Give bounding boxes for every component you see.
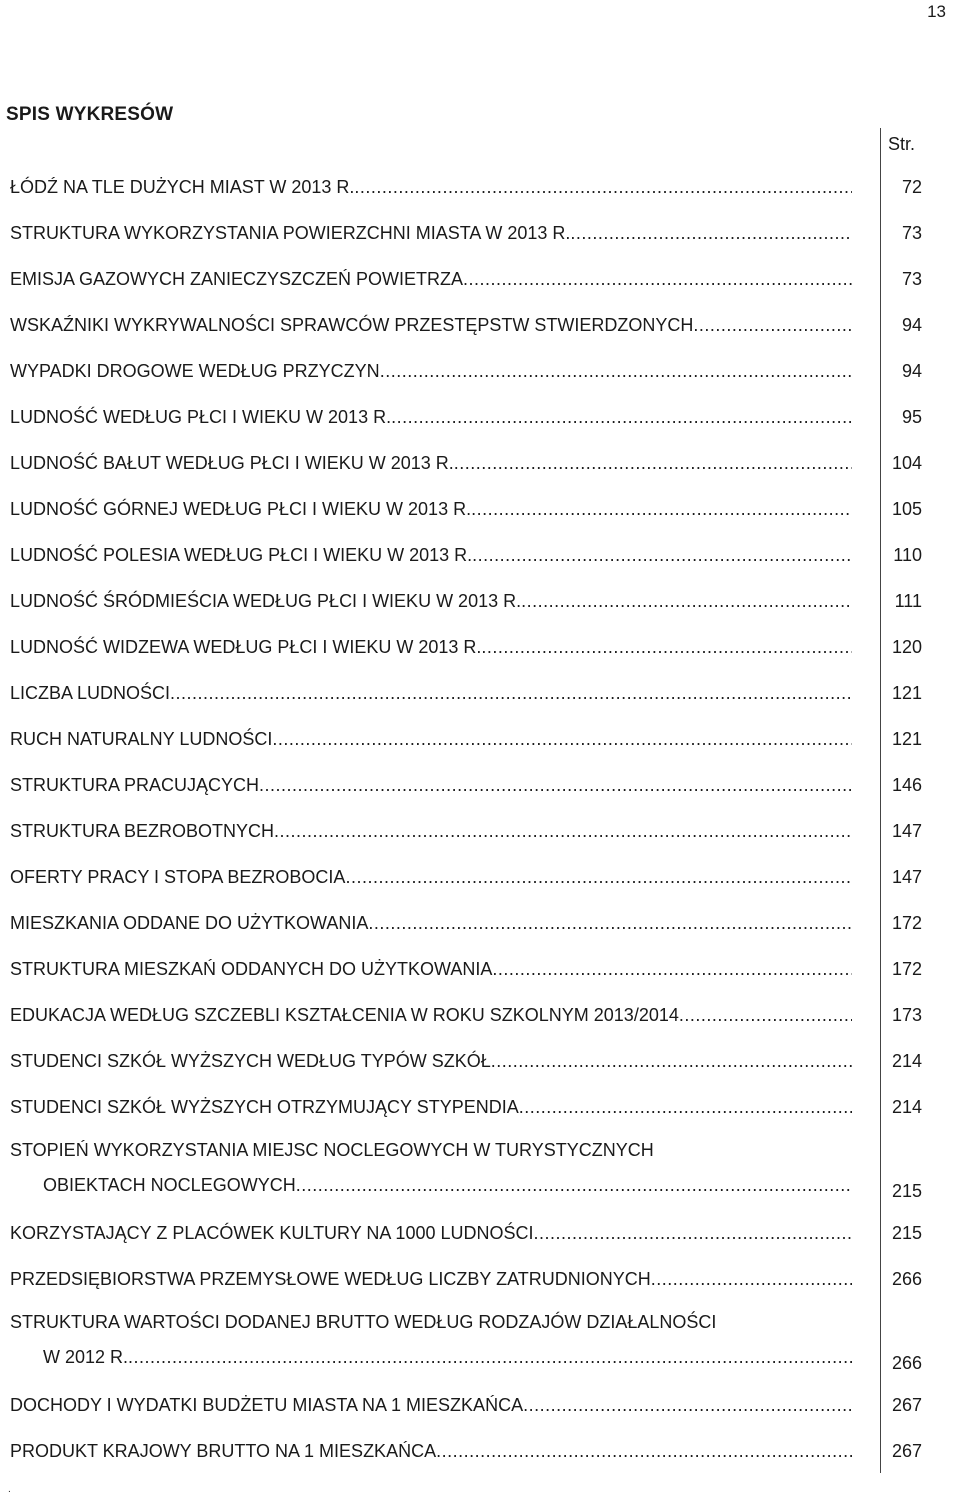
list-item[interactable] bbox=[10, 532, 960, 578]
entry-page-number: 172 bbox=[891, 959, 922, 979]
entry-page-number: 111 bbox=[894, 591, 922, 611]
leader-dots bbox=[521, 578, 852, 624]
entry-page-number: 146 bbox=[891, 775, 922, 795]
list-item[interactable] bbox=[10, 946, 960, 992]
entry-page-number: 147 bbox=[891, 821, 922, 841]
leader-dots bbox=[492, 946, 852, 992]
leader-dots bbox=[491, 1038, 852, 1084]
entry-title: RUCH NATURALNY LUDNOŚCI bbox=[10, 729, 273, 749]
leader-dots bbox=[534, 1210, 853, 1256]
entry-title: EDUKACJA WEDŁUG SZCZEBLI KSZTAŁCENIA W ROKU SZKOLNYM 2013/2014 bbox=[10, 1005, 679, 1025]
entry-page-number: 95 bbox=[901, 407, 922, 427]
entry-title: ŁÓDŹ NA TLE DUŻYCH MIAST W 2013 R. bbox=[10, 177, 355, 197]
leader-dots bbox=[693, 302, 852, 348]
list-item[interactable] bbox=[10, 578, 960, 624]
entry-title: EMISJA GAZOWYCH ZANIECZYSZCZEŃ POWIETRZA bbox=[10, 269, 464, 289]
list-item[interactable] bbox=[10, 210, 960, 256]
leader-dots bbox=[472, 532, 852, 578]
entry-title: KORZYSTAJĄCY Z PLACÓWEK KULTURY NA 1000 LUDNOŚCI bbox=[10, 1223, 534, 1243]
leader-dots bbox=[259, 762, 852, 808]
entry-title: LUDNOŚĆ BAŁUT WEDŁUG PŁCI I WIEKU W 2013 R. bbox=[10, 453, 454, 473]
entry-title: STRUKTURA PRACUJĄCYCH bbox=[10, 775, 260, 795]
chart-list bbox=[10, 164, 960, 1474]
entry-title: STRUKTURA BEZROBOTNYCH bbox=[10, 821, 275, 841]
leader-dots bbox=[380, 348, 852, 394]
leader-dots bbox=[391, 394, 852, 440]
entry-title: LUDNOŚĆ WIDZEWA WEDŁUG PŁCI I WIEKU W 2013 R. bbox=[10, 637, 482, 657]
entry-page-number: 104 bbox=[891, 453, 922, 473]
list-item[interactable] bbox=[10, 1210, 960, 1256]
list-item[interactable] bbox=[10, 1084, 960, 1130]
leader-dots bbox=[679, 992, 852, 1038]
entry-title: PRZEDSIĘBIORSTWA PRZEMYSŁOWE WEDŁUG LICZBY ZATRUDNIONYCH bbox=[10, 1269, 651, 1289]
entry-page-number: 110 bbox=[893, 545, 922, 565]
entry-page-number: 147 bbox=[891, 867, 922, 887]
entry-title: LUDNOŚĆ POLESIA WEDŁUG PŁCI I WIEKU W 2013 R. bbox=[10, 545, 473, 565]
list-item[interactable] bbox=[10, 1256, 960, 1302]
list-item[interactable] bbox=[10, 440, 960, 486]
leader-dots bbox=[368, 900, 852, 946]
list-item[interactable] bbox=[10, 302, 960, 348]
list-item[interactable] bbox=[10, 1038, 960, 1084]
page-number: 13 bbox=[927, 2, 946, 21]
list-item[interactable] bbox=[10, 762, 960, 808]
entry-page-number: 215 bbox=[891, 1181, 922, 1201]
entry-page-number: 94 bbox=[901, 315, 922, 335]
entry-page-number: 215 bbox=[891, 1223, 922, 1243]
leader-dots bbox=[651, 1256, 852, 1302]
entry-title: WYPADKI DROGOWE WEDŁUG PRZYCZYN bbox=[10, 361, 380, 381]
entry-title: STRUKTURA WARTOŚCI DODANEJ BRUTTO WEDŁUG RODZAJÓW DZIAŁALNOŚCI bbox=[10, 1312, 717, 1332]
list-item[interactable] bbox=[10, 164, 960, 210]
entry-title: LICZBA LUDNOŚCI bbox=[10, 683, 171, 703]
entry-page-number: 267 bbox=[891, 1441, 922, 1461]
leader-dots bbox=[128, 1338, 852, 1376]
entry-page-number: 173 bbox=[891, 1005, 922, 1025]
leader-dots bbox=[170, 670, 852, 716]
list-item[interactable] bbox=[10, 394, 960, 440]
entry-page-number: 72 bbox=[901, 177, 922, 197]
entry-title: DOCHODY I WYDATKI BUDŻETU MIASTA NA 1 MIESZKAŃCA bbox=[10, 1395, 524, 1415]
leader-dots bbox=[454, 440, 852, 486]
entry-page-number: 266 bbox=[891, 1353, 922, 1373]
entry-page-number: 172 bbox=[891, 913, 922, 933]
entry-title: STRUKTURA WYKORZYSTANIA POWIERZCHNI MIASTA W 2013 R. bbox=[10, 223, 571, 243]
entry-title-continuation: OBIEKTACH NOCLEGOWYCH bbox=[43, 1175, 296, 1195]
leader-dots bbox=[481, 624, 852, 670]
entry-title: LUDNOŚĆ WEDŁUG PŁCI I WIEKU W 2013 R. bbox=[10, 407, 392, 427]
list-item[interactable] bbox=[10, 1130, 960, 1210]
leader-dots bbox=[519, 1084, 852, 1130]
entry-page-number: 214 bbox=[891, 1051, 922, 1071]
leader-dots bbox=[296, 1166, 852, 1204]
entry-page-number: 94 bbox=[901, 361, 922, 381]
list-item[interactable] bbox=[10, 1382, 960, 1428]
list-item[interactable] bbox=[10, 624, 960, 670]
entry-title: STUDENCI SZKÓŁ WYŻSZYCH WEDŁUG TYPÓW SZKÓŁ bbox=[10, 1051, 491, 1071]
entry-title-continuation: W 2012 R. bbox=[43, 1347, 129, 1367]
entry-title: LUDNOŚĆ GÓRNEJ WEDŁUG PŁCI I WIEKU W 2013 R. bbox=[10, 499, 472, 519]
entry-page-number: 105 bbox=[891, 499, 922, 519]
page-column-header: Str. bbox=[888, 134, 916, 154]
leader-dots bbox=[523, 1382, 852, 1428]
entry-title: STUDENCI SZKÓŁ WYŻSZYCH OTRZYMUJĄCY STYPENDIA bbox=[10, 1097, 519, 1117]
leader-dots bbox=[345, 854, 852, 900]
leader-dots bbox=[272, 716, 852, 762]
leader-dots bbox=[354, 164, 852, 210]
list-item[interactable] bbox=[10, 256, 960, 302]
leader-dots bbox=[570, 210, 852, 256]
list-item[interactable] bbox=[10, 854, 960, 900]
list-item[interactable] bbox=[10, 716, 960, 762]
entry-title: WSKAŹNIKI WYKRYWALNOŚCI SPRAWCÓW PRZESTĘPSTW STWIERDZONYCH bbox=[10, 315, 694, 335]
list-item[interactable] bbox=[10, 992, 960, 1038]
entry-page-number: 73 bbox=[901, 223, 922, 243]
list-item[interactable] bbox=[10, 1428, 960, 1474]
entry-title: STRUKTURA MIESZKAŃ ODDANYCH DO UŻYTKOWANIA bbox=[10, 959, 493, 979]
entry-page-number: 214 bbox=[891, 1097, 922, 1117]
entry-page-number: 121 bbox=[891, 683, 922, 703]
list-item[interactable] bbox=[10, 1302, 960, 1382]
list-item[interactable] bbox=[10, 900, 960, 946]
list-item[interactable] bbox=[10, 670, 960, 716]
leader-dots bbox=[463, 256, 852, 302]
leader-dots bbox=[471, 486, 852, 532]
entry-page-number: 120 bbox=[891, 637, 922, 657]
list-item[interactable] bbox=[10, 808, 960, 854]
list-title: SPIS WYKRESÓW bbox=[6, 104, 174, 125]
entry-title: MIESZKANIA ODDANE DO UŻYTKOWANIA bbox=[10, 913, 369, 933]
entry-title: OFERTY PRACY I STOPA BEZROBOCIA bbox=[10, 867, 346, 887]
entry-page-number: 267 bbox=[891, 1395, 922, 1415]
entry-page-number: 73 bbox=[901, 269, 922, 289]
entry-title: PRODUKT KRAJOWY BRUTTO NA 1 MIESZKAŃCA bbox=[10, 1441, 437, 1461]
page-mark: . bbox=[8, 1484, 11, 1495]
list-item[interactable] bbox=[10, 486, 960, 532]
entry-title: LUDNOŚĆ ŚRÓDMIEŚCIA WEDŁUG PŁCI I WIEKU W 2013 R. bbox=[10, 591, 522, 611]
entry-page-number: 266 bbox=[891, 1269, 922, 1289]
list-item[interactable] bbox=[10, 348, 960, 394]
entry-page-number: 121 bbox=[891, 729, 922, 749]
leader-dots bbox=[436, 1428, 852, 1474]
entry-title: STOPIEŃ WYKORZYSTANIA MIEJSC NOCLEGOWYCH W TURYSTYCZNYCH bbox=[10, 1140, 654, 1160]
leader-dots bbox=[274, 808, 852, 854]
